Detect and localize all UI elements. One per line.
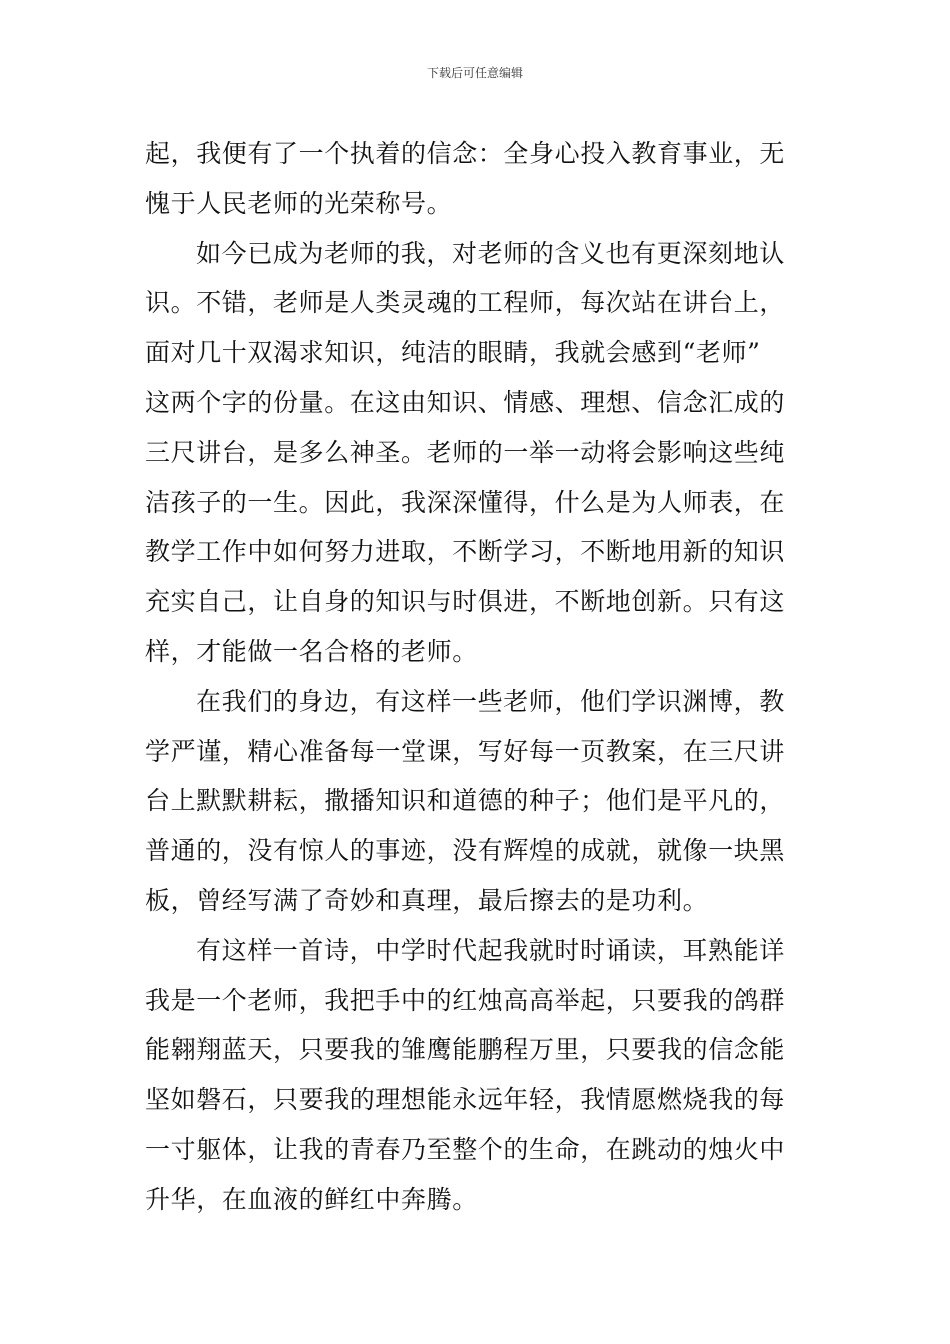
text-line: 起，我便有了一个执着的信念：全身心投入教育事业，无 xyxy=(145,139,786,168)
text-line: 能翱翔蓝天，只要我的雏鹰能鹏程万里，只要我的信念能 xyxy=(145,1035,786,1065)
text-line: 识。不错，老师是人类灵魂的工程师，每次站在讲台上， xyxy=(145,288,786,318)
text-line: 教学工作中如何努力进取，不断学习，不断地用新的知识 xyxy=(145,537,786,567)
text-line: 面对几十双渴求知识，纯洁的眼睛，我就会感到“老师” xyxy=(145,338,761,368)
text-line: 愧于人民老师的光荣称号。 xyxy=(145,188,453,218)
text-line: 我是一个老师，我把手中的红烛高高举起，只要我的鸽群 xyxy=(145,985,786,1015)
text-line: 这两个字的份量。在这由知识、情感、理想、信念汇成的 xyxy=(145,387,786,417)
text-line: 一寸躯体，让我的青春乃至整个的生命，在跳动的烛火中 xyxy=(145,1134,786,1164)
paragraph-start-line: 在我们的身边，有这样一些老师，他们学识渊博，教 xyxy=(196,686,785,716)
text-line: 三尺讲台，是多么神圣。老师的一举一动将会影响这些纯 xyxy=(145,437,786,467)
text-line: 板，曾经写满了奇妙和真理，最后擦去的是功利。 xyxy=(145,885,709,915)
text-line: 学严谨，精心准备每一堂课，写好每一页教案，在三尺讲 xyxy=(145,736,786,766)
paragraph-start-line: 有这样一首诗，中学时代起我就时时诵读，耳熟能详 xyxy=(196,935,785,965)
text-line: 普通的，没有惊人的事迹，没有辉煌的成就，就像一块黑 xyxy=(145,836,786,866)
page-header: 下载后可任意编辑 xyxy=(426,66,523,80)
document-body xyxy=(145,129,807,1225)
text-line: 充实自己，让自身的知识与时俱进，不断地创新。只有这 xyxy=(145,587,786,617)
paragraph-start-line: 如今已成为老师的我，对老师的含义也有更深刻地认 xyxy=(196,238,785,268)
text-line: 样，才能做一名合格的老师。 xyxy=(145,636,478,666)
text-line: 升华，在血液的鲜红中奔腾。 xyxy=(145,1184,478,1214)
text-line: 洁孩子的一生。因此，我深深懂得，什么是为人师表，在 xyxy=(145,487,786,517)
text-line: 坚如磐石，只要我的理想能永远年轻，我情愿燃烧我的每 xyxy=(145,1085,786,1115)
text-line: 台上默默耕耘，撒播知识和道德的种子；他们是平凡的， xyxy=(145,786,786,816)
